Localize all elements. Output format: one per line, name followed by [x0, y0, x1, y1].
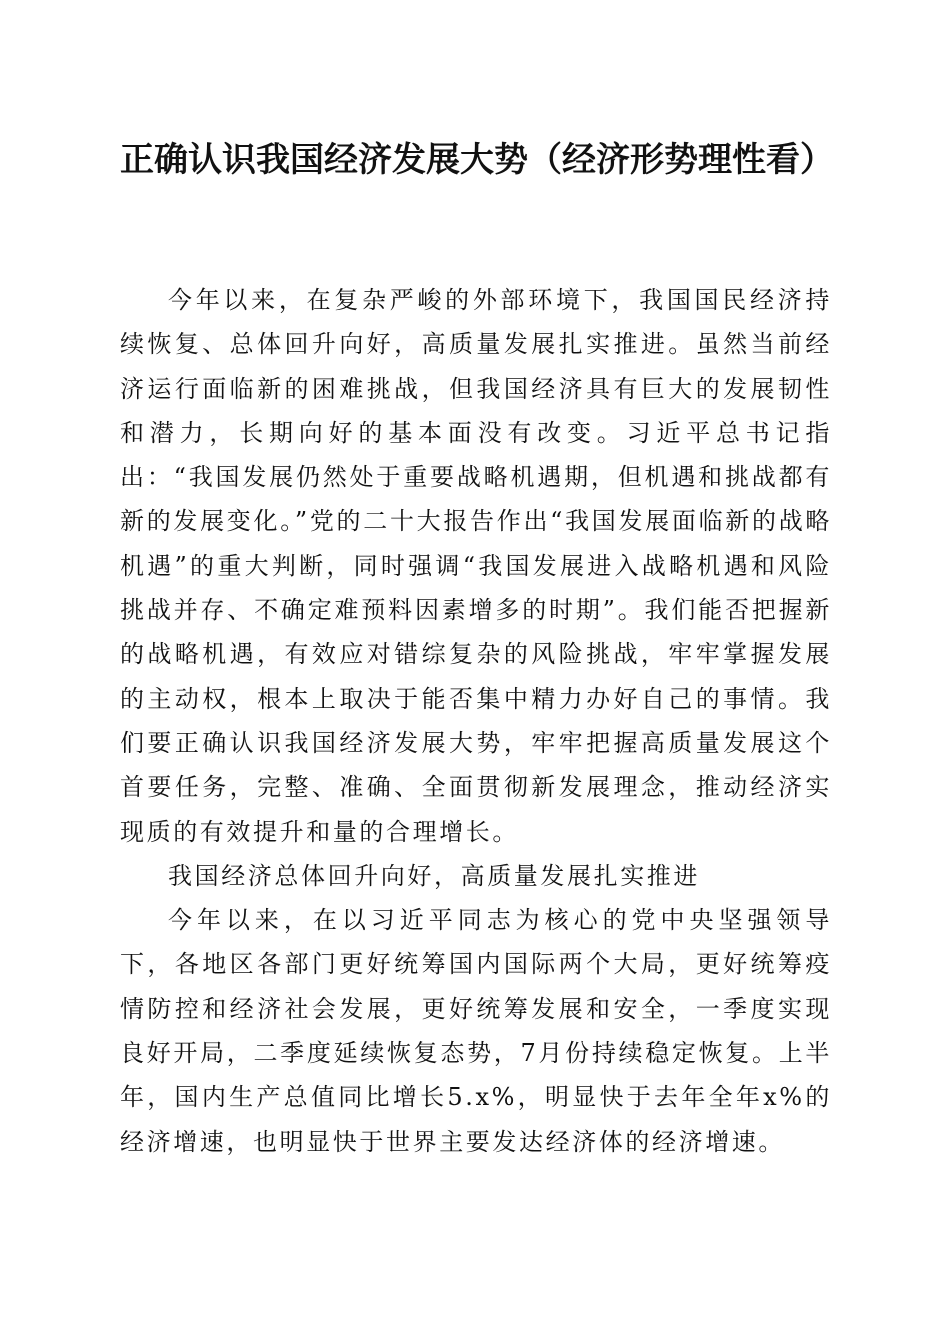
paragraph-intro: 今年以来，在复杂严峻的外部环境下，我国国民经济持续恢复、总体回升向好，高质量发展扎实推进。虽然当前经济运行面临新的困难挑战，但我国经济具有巨大的发展韧性和潜力，长期向好的基本面没有改变。习近平总书记指出：“我国发展仍然处于重要战略机遇期，但机遇和挑战都有新的发展变化。”党的二十大报告作出“我国发展面临新的战略机遇”的重大判断，同时强调“我国发展进入战略机遇和风险挑战并存、不确定难预料因素增多的时期”。我们能否把握新的战略机遇，有效应对错综复杂的风险挑战，牢牢掌握发展的主动权，根本上取决于能否集中精力办好自己的事情。我们要正确认识我国经济发展大势，牢牢把握高质量发展这个首要任务，完整、准确、全面贯彻新发展理念，推动经济实现质的有效提升和量的合理增长。 — [120, 286, 832, 846]
paragraph-section-1: 今年以来，在以习近平同志为核心的党中央坚强领导下，各地区各部门更好统筹国内国际两个大局，更好统筹疫情防控和经济社会发展，更好统筹发展和安全，一季度实现良好开局，二季度延续恢复态势，7月份持续稳定恢复。上半年，国内生产总值同比增长5.x%，明显快于去年全年x%的经济增速，也明显快于世界主要发达经济体的经济增速。 — [120, 906, 832, 1156]
document-title: 正确认识我国经济发展大势（经济形势理性看） — [120, 140, 834, 180]
section-heading: 我国经济总体回升向好，高质量发展扎实推进 — [168, 861, 700, 890]
document-body — [120, 278, 832, 1164]
